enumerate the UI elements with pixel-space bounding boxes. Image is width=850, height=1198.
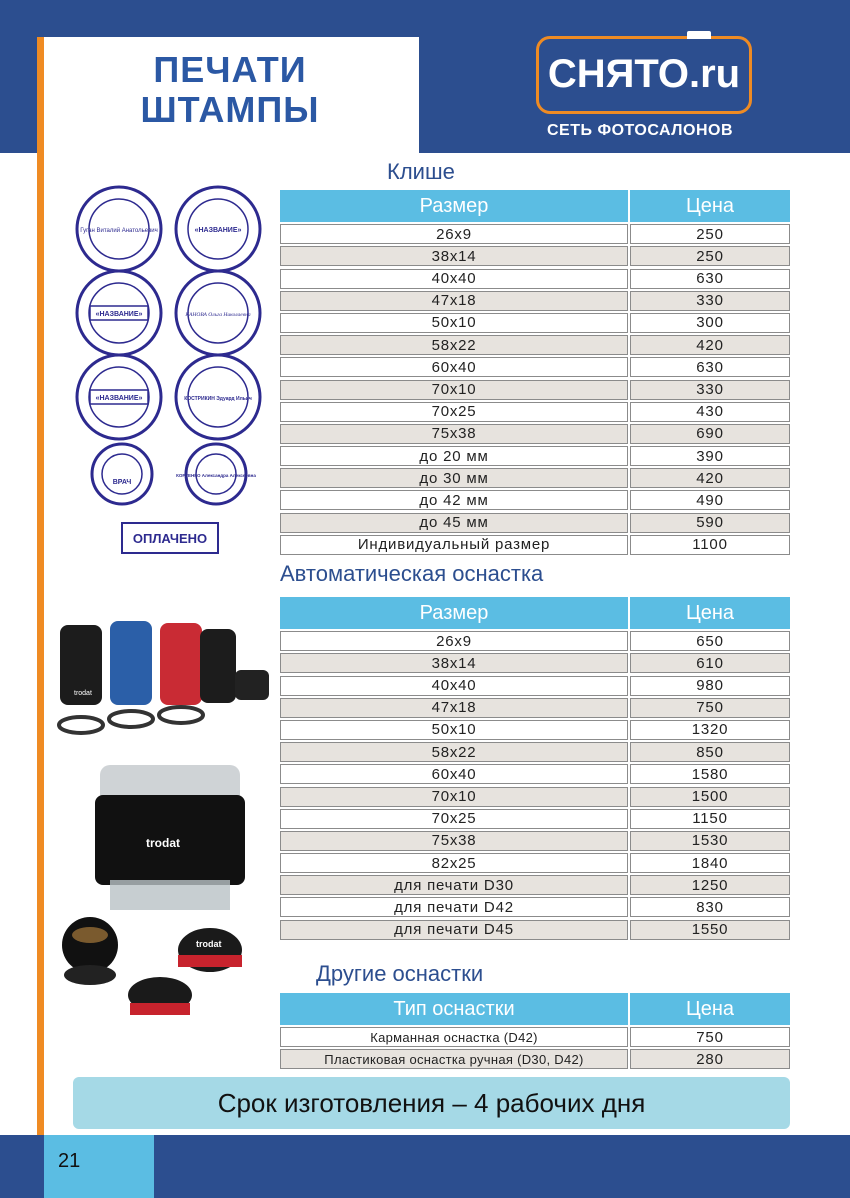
price-cell: 390: [630, 446, 790, 466]
table-row: [280, 764, 790, 784]
table-row: [280, 809, 790, 829]
brand-label-1: trodat: [74, 690, 92, 697]
size-cell: Пластиковая оснастка ручная (D30, D42): [280, 1049, 628, 1069]
table-header: [280, 597, 790, 629]
size-cell: 70х25: [280, 809, 628, 829]
price-cell: 430: [630, 402, 790, 422]
table-row: [280, 853, 790, 873]
paid-stamp: [122, 523, 218, 553]
column-header-type: Тип оснастки: [280, 993, 628, 1025]
price-cell: 750: [630, 698, 790, 718]
size-cell: 50х10: [280, 720, 628, 740]
size-cell: 58х22: [280, 742, 628, 762]
table-row: [280, 831, 790, 851]
auto-section-title: Автоматическая оснастка: [280, 561, 544, 586]
price-cell: 830: [630, 897, 790, 917]
title-line-2: ШТАМПЫ: [140, 89, 320, 130]
size-cell: 26х9: [280, 224, 628, 244]
table-row: [280, 357, 790, 377]
price-cell: 1500: [630, 787, 790, 807]
table-row: [280, 468, 790, 488]
price-cell: 650: [630, 631, 790, 651]
size-cell: 50х10: [280, 313, 628, 333]
table-row: [280, 920, 790, 940]
table-row: [280, 490, 790, 510]
price-cell: 250: [630, 224, 790, 244]
stamp-5-text: «НАЗВАНИЕ»: [95, 395, 143, 402]
column-header-size: Размер: [280, 190, 628, 222]
cliche-table: [280, 190, 790, 555]
stamp-8: [176, 444, 256, 504]
cliche-section-title: Клише: [387, 159, 455, 184]
stamp-4-text: КАНОВА Ольга Николаевна: [185, 312, 251, 318]
size-cell: 70х10: [280, 380, 628, 400]
price-cell: 610: [630, 653, 790, 673]
size-cell: для печати D42: [280, 897, 628, 917]
table-row: [280, 535, 790, 555]
stamp-6-text: КОСТРИКИН Эдуард Ильич: [184, 396, 252, 402]
pocket-stamps: [62, 917, 242, 1015]
size-cell: 38х14: [280, 653, 628, 673]
price-cell: 1250: [630, 875, 790, 895]
size-cell: 60х40: [280, 764, 628, 784]
logo-text: СНЯТО.ru: [547, 52, 741, 96]
column-header-size: Размер: [280, 597, 628, 629]
price-cell: 1580: [630, 764, 790, 784]
stamp-2: [176, 187, 260, 271]
table-header: [280, 190, 790, 222]
stamp-8-text: КОРТЕНКО Александра Алексеевна: [176, 473, 256, 478]
table-row: [280, 246, 790, 266]
table-row: [280, 335, 790, 355]
price-cell: 980: [630, 676, 790, 696]
table-row: [280, 446, 790, 466]
size-cell: 70х10: [280, 787, 628, 807]
table-row: [280, 224, 790, 244]
price-cell: 1840: [630, 853, 790, 873]
stamp-2-text: «НАЗВАНИЕ»: [194, 227, 242, 234]
stamp-1-text: Гуган Виталий Анатольевич: [80, 228, 158, 234]
self-inking-stamps-illustration: [50, 615, 280, 1025]
table-row: [280, 1049, 790, 1069]
stamp-5: [77, 355, 161, 439]
price-cell: 1150: [630, 809, 790, 829]
size-cell: 26х9: [280, 631, 628, 651]
price-cell: 280: [630, 1049, 790, 1069]
table-header: [280, 993, 790, 1025]
price-cell: 420: [630, 335, 790, 355]
brand-label-3: trodat: [196, 939, 222, 949]
camera-flash-icon: [687, 31, 711, 39]
table-row: [280, 698, 790, 718]
price-cell: 690: [630, 424, 790, 444]
size-cell: 40х40: [280, 269, 628, 289]
price-cell: 330: [630, 291, 790, 311]
table-row: [280, 424, 790, 444]
price-cell: 420: [630, 468, 790, 488]
size-cell: 70х25: [280, 402, 628, 422]
price-cell: 490: [630, 490, 790, 510]
price-cell: 850: [630, 742, 790, 762]
column-header-price: Цена: [630, 993, 790, 1025]
price-cell: 750: [630, 1027, 790, 1047]
size-cell: 82х25: [280, 853, 628, 873]
other-section-title: Другие оснастки: [316, 961, 484, 986]
table-row: [280, 402, 790, 422]
size-cell: до 42 мм: [280, 490, 628, 510]
auto-table: [280, 597, 790, 940]
price-cell: 1320: [630, 720, 790, 740]
stamp-samples-illustration: [70, 180, 270, 560]
orange-rail: [37, 37, 44, 1198]
table-row: [280, 653, 790, 673]
cliche-rows: [280, 224, 790, 555]
table-row: [280, 513, 790, 533]
production-term-banner: Срок изготовления – 4 рабочих дня: [73, 1077, 790, 1129]
table-row: [280, 787, 790, 807]
stamp-7-text: ВРАЧ: [112, 479, 132, 486]
logo-subtitle: СЕТЬ ФОТОСАЛОНОВ: [547, 122, 733, 139]
table-row: [280, 1027, 790, 1047]
size-cell: 40х40: [280, 676, 628, 696]
auto-rows: [280, 631, 790, 939]
size-cell: Карманная оснастка (D42): [280, 1027, 628, 1047]
size-cell: 75х38: [280, 831, 628, 851]
price-cell: 300: [630, 313, 790, 333]
table-row: [280, 720, 790, 740]
other-table: [280, 993, 790, 1069]
table-row: [280, 897, 790, 917]
page-title: [80, 50, 380, 130]
table-row: [280, 313, 790, 333]
price-cell: 330: [630, 380, 790, 400]
stamp-7: [92, 444, 152, 504]
paid-stamp-text: ОПЛАЧЕНО: [132, 531, 208, 546]
table-row: [280, 676, 790, 696]
size-cell: 47х18: [280, 698, 628, 718]
table-row: [280, 631, 790, 651]
brand-label-2: trodat: [146, 836, 180, 850]
size-cell: 58х22: [280, 335, 628, 355]
page-number: 21: [58, 1150, 81, 1172]
price-cell: 250: [630, 246, 790, 266]
logo: [536, 36, 752, 114]
stamp-3: [77, 271, 161, 355]
round-stamps-row: [59, 621, 269, 733]
price-cell: 590: [630, 513, 790, 533]
size-cell: 75х38: [280, 424, 628, 444]
table-row: [280, 742, 790, 762]
table-row: [280, 269, 790, 289]
size-cell: до 20 мм: [280, 446, 628, 466]
other-rows: [280, 1027, 790, 1069]
column-header-price: Цена: [630, 597, 790, 629]
size-cell: 60х40: [280, 357, 628, 377]
size-cell: до 30 мм: [280, 468, 628, 488]
table-row: [280, 875, 790, 895]
table-row: [280, 380, 790, 400]
size-cell: до 45 мм: [280, 513, 628, 533]
rectangular-stamp: [95, 765, 245, 910]
size-cell: 47х18: [280, 291, 628, 311]
size-cell: для печати D45: [280, 920, 628, 940]
size-cell: 38х14: [280, 246, 628, 266]
stamp-3-text: «НАЗВАНИЕ»: [95, 311, 143, 318]
stamp-4: [176, 271, 260, 355]
column-header-price: Цена: [630, 190, 790, 222]
table-row: [280, 291, 790, 311]
stamp-1: [77, 187, 161, 271]
price-cell: 630: [630, 269, 790, 289]
size-cell: для печати D30: [280, 875, 628, 895]
price-cell: 630: [630, 357, 790, 377]
title-line-1: ПЕЧАТИ: [153, 49, 307, 90]
size-cell: Индивидуальный размер: [280, 535, 628, 555]
stamp-6: [176, 355, 260, 439]
price-cell: 1550: [630, 920, 790, 940]
price-cell: 1530: [630, 831, 790, 851]
price-cell: 1100: [630, 535, 790, 555]
